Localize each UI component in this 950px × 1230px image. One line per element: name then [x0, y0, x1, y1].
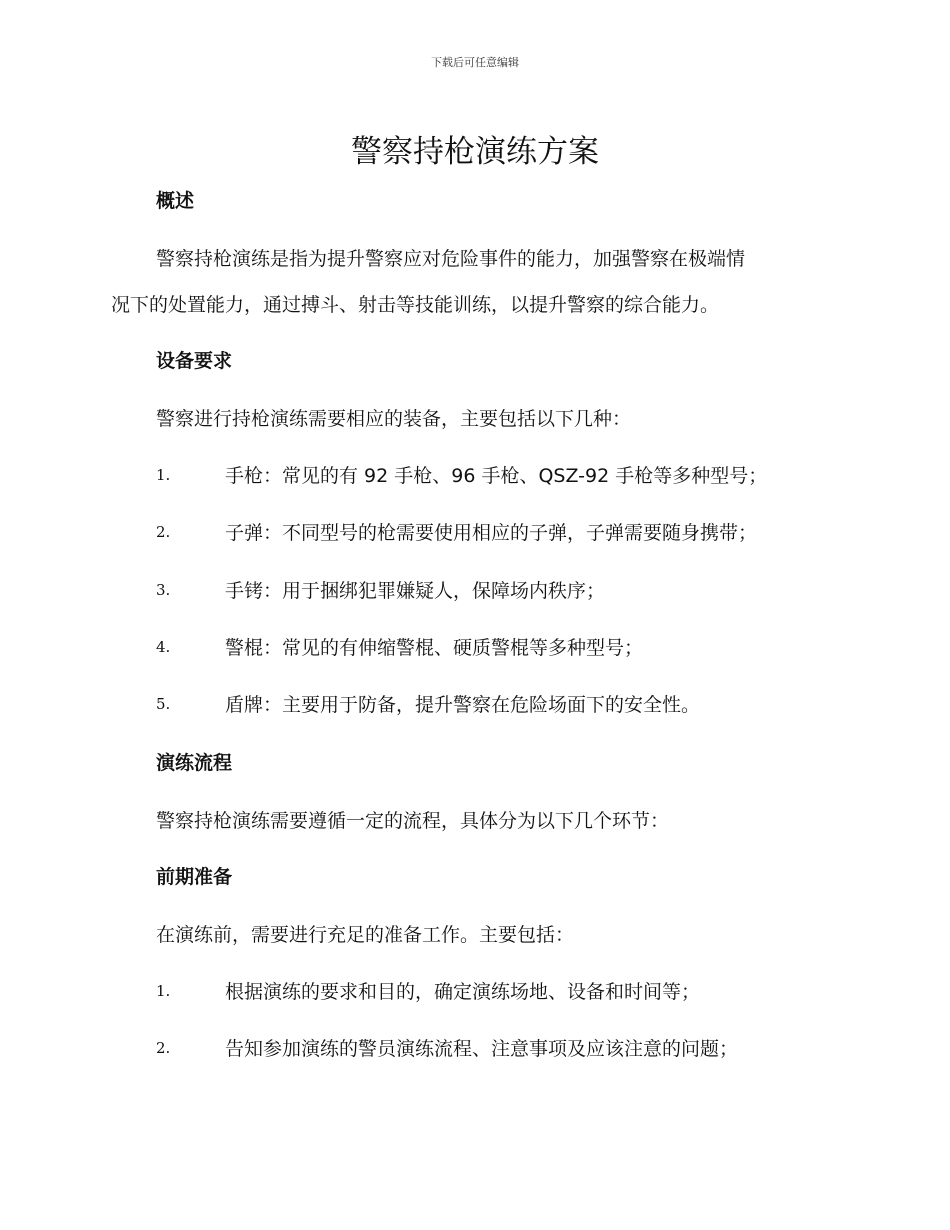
list-number: 3.	[156, 581, 171, 599]
list-text: 告知参加演练的警员演练流程、注意事项及应该注意的问题；	[225, 1038, 739, 1060]
list-text: 警棍：常见的有伸缩警棍、硬质警棍等多种型号；	[225, 637, 644, 659]
section-heading-preparation: 前期准备	[156, 866, 233, 888]
list-number: 2.	[156, 1039, 171, 1057]
equipment-intro: 警察进行持枪演练需要相应的装备，主要包括以下几种：	[156, 408, 632, 430]
list-number: 5.	[156, 695, 171, 713]
list-number: 4.	[156, 638, 171, 656]
list-number: 1.	[156, 466, 171, 484]
overview-paragraph-line-1: 警察持枪演练是指为提升警察应对危险事件的能力，加强警察在极端情	[156, 248, 746, 270]
list-text: 手铐：用于捆绑犯罪嫌疑人，保障场内秩序；	[225, 580, 606, 602]
process-intro: 警察持枪演练需要遵循一定的流程，具体分为以下几个环节：	[156, 810, 670, 832]
list-text: 手枪：常见的有 92 手枪、96 手枪、QSZ-92 手枪等多种型号；	[225, 465, 768, 487]
list-text: 根据演练的要求和目的，确定演练场地、设备和时间等；	[225, 981, 701, 1003]
overview-paragraph-line-2: 况下的处置能力，通过搏斗、射击等技能训练，以提升警察的综合能力。	[111, 294, 720, 316]
section-heading-overview: 概述	[156, 190, 195, 212]
list-number: 2.	[156, 523, 171, 541]
list-text: 子弹：不同型号的枪需要使用相应的子弹，子弹需要随身携带；	[225, 522, 758, 544]
preparation-intro: 在演练前，需要进行充足的准备工作。主要包括：	[156, 924, 575, 946]
list-text: 盾牌：主要用于防备，提升警察在危险场面下的安全性。	[225, 694, 701, 716]
document-title: 警察持枪演练方案	[351, 134, 599, 170]
list-number: 1.	[156, 982, 171, 1000]
header-note: 下载后可任意编辑	[431, 56, 519, 69]
section-heading-equipment: 设备要求	[156, 350, 233, 372]
section-heading-process: 演练流程	[156, 752, 233, 774]
